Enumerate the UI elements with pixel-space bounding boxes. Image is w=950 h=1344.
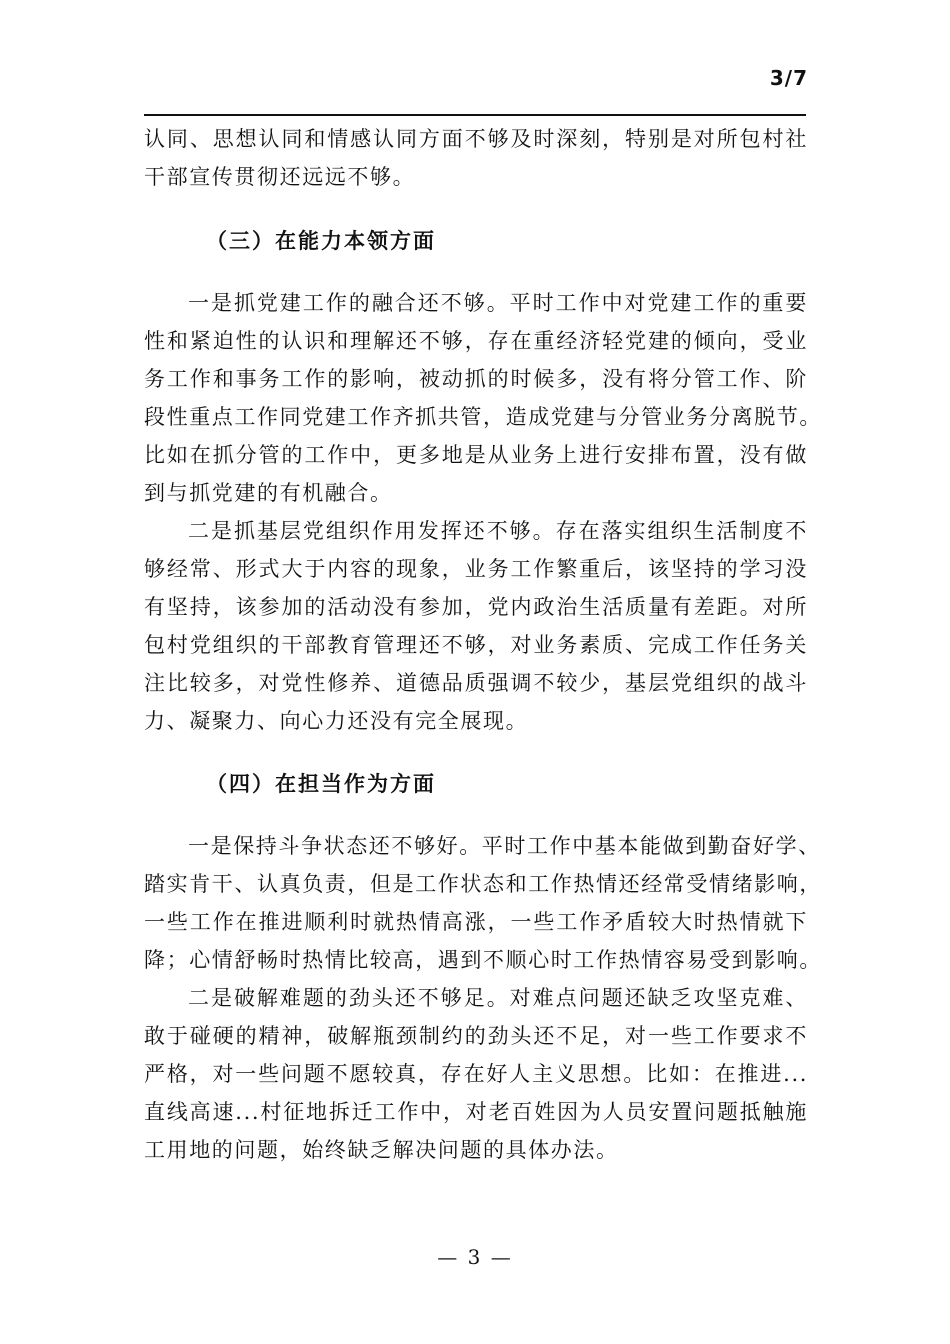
text-line: 有坚持，该参加的活动没有参加，党内政治生活质量有差距。对所 [144,595,808,619]
section-4-paragraph-1 [144,827,822,979]
text-line: 降；心情舒畅时热情比较高，遇到不顺心时工作热情容易受到影响。 [144,948,822,972]
text-line: 比如在抓分管的工作中，更多地是从业务上进行安排布置，没有做 [144,443,808,467]
text-line: 认同、思想认同和情感认同方面不够及时深刻，特别是对所包村社 [144,127,808,151]
text-line: 段性重点工作同党建工作齐抓共管，造成党建与分管业务分离脱节。 [144,405,822,429]
section-3-paragraph-1 [144,284,822,512]
header-divider [144,114,806,116]
text-line: 一是抓党建工作的融合还不够。平时工作中对党建工作的重要 [188,291,808,315]
text-line: 性和紧迫性的认识和理解还不够，存在重经济轻党建的倾向，受业 [144,329,808,353]
text-line: 二是破解难题的劲头还不够足。对难点问题还缺乏攻坚克难、 [188,986,808,1010]
section-3-paragraph-2 [144,512,808,740]
text-line: 踏实肯干、认真负责，但是工作状态和工作热情还经常受情绪影响， [144,872,822,896]
text-line: 务工作和事务工作的影响，被动抓的时候多，没有将分管工作、阶 [144,367,808,391]
page-counter: 3/7 [769,66,808,90]
text-line: 工用地的问题，始终缺乏解决问题的具体办法。 [144,1138,619,1162]
text-line: 二是抓基层党组织作用发挥还不够。存在落实组织生活制度不 [188,519,808,543]
text-line: 够经常、形式大于内容的现象，业务工作繁重后，该坚持的学习没 [144,557,808,581]
section-heading-3: （三）在能力本领方面 [206,229,436,253]
text-line: 干部宣传贯彻还远远不够。 [144,165,416,189]
document-body [144,120,822,1169]
text-line: 敢于碰硬的精神，破解瓶颈制约的劲头还不足，对一些工作要求不 [144,1024,808,1048]
text-line: 严格，对一些问题不愿较真，存在好人主义思想。比如：在推进... [144,1062,808,1086]
section-heading-4: （四）在担当作为方面 [206,772,436,796]
text-line: 一是保持斗争状态还不够好。平时工作中基本能做到勤奋好学、 [188,834,821,858]
text-line: 注比较多，对党性修养、道德品质强调不较少，基层党组织的战斗 [144,671,808,695]
text-line: 到与抓党建的有机融合。 [144,481,393,505]
text-line: 一些工作在推进顺利时就热情高涨，一些工作矛盾较大时热情就下 [144,910,808,934]
text-line: 力、凝聚力、向心力还没有完全展现。 [144,709,529,733]
section-4-paragraph-2 [144,979,808,1169]
page-number: — 3 — [437,1245,513,1269]
text-line: 直线高速...村征地拆迁工作中，对老百姓因为人员安置问题抵触施 [144,1100,808,1124]
text-line: 包村党组织的干部教育管理还不够，对业务素质、完成工作任务关 [144,633,808,657]
intro-paragraph [144,120,808,196]
